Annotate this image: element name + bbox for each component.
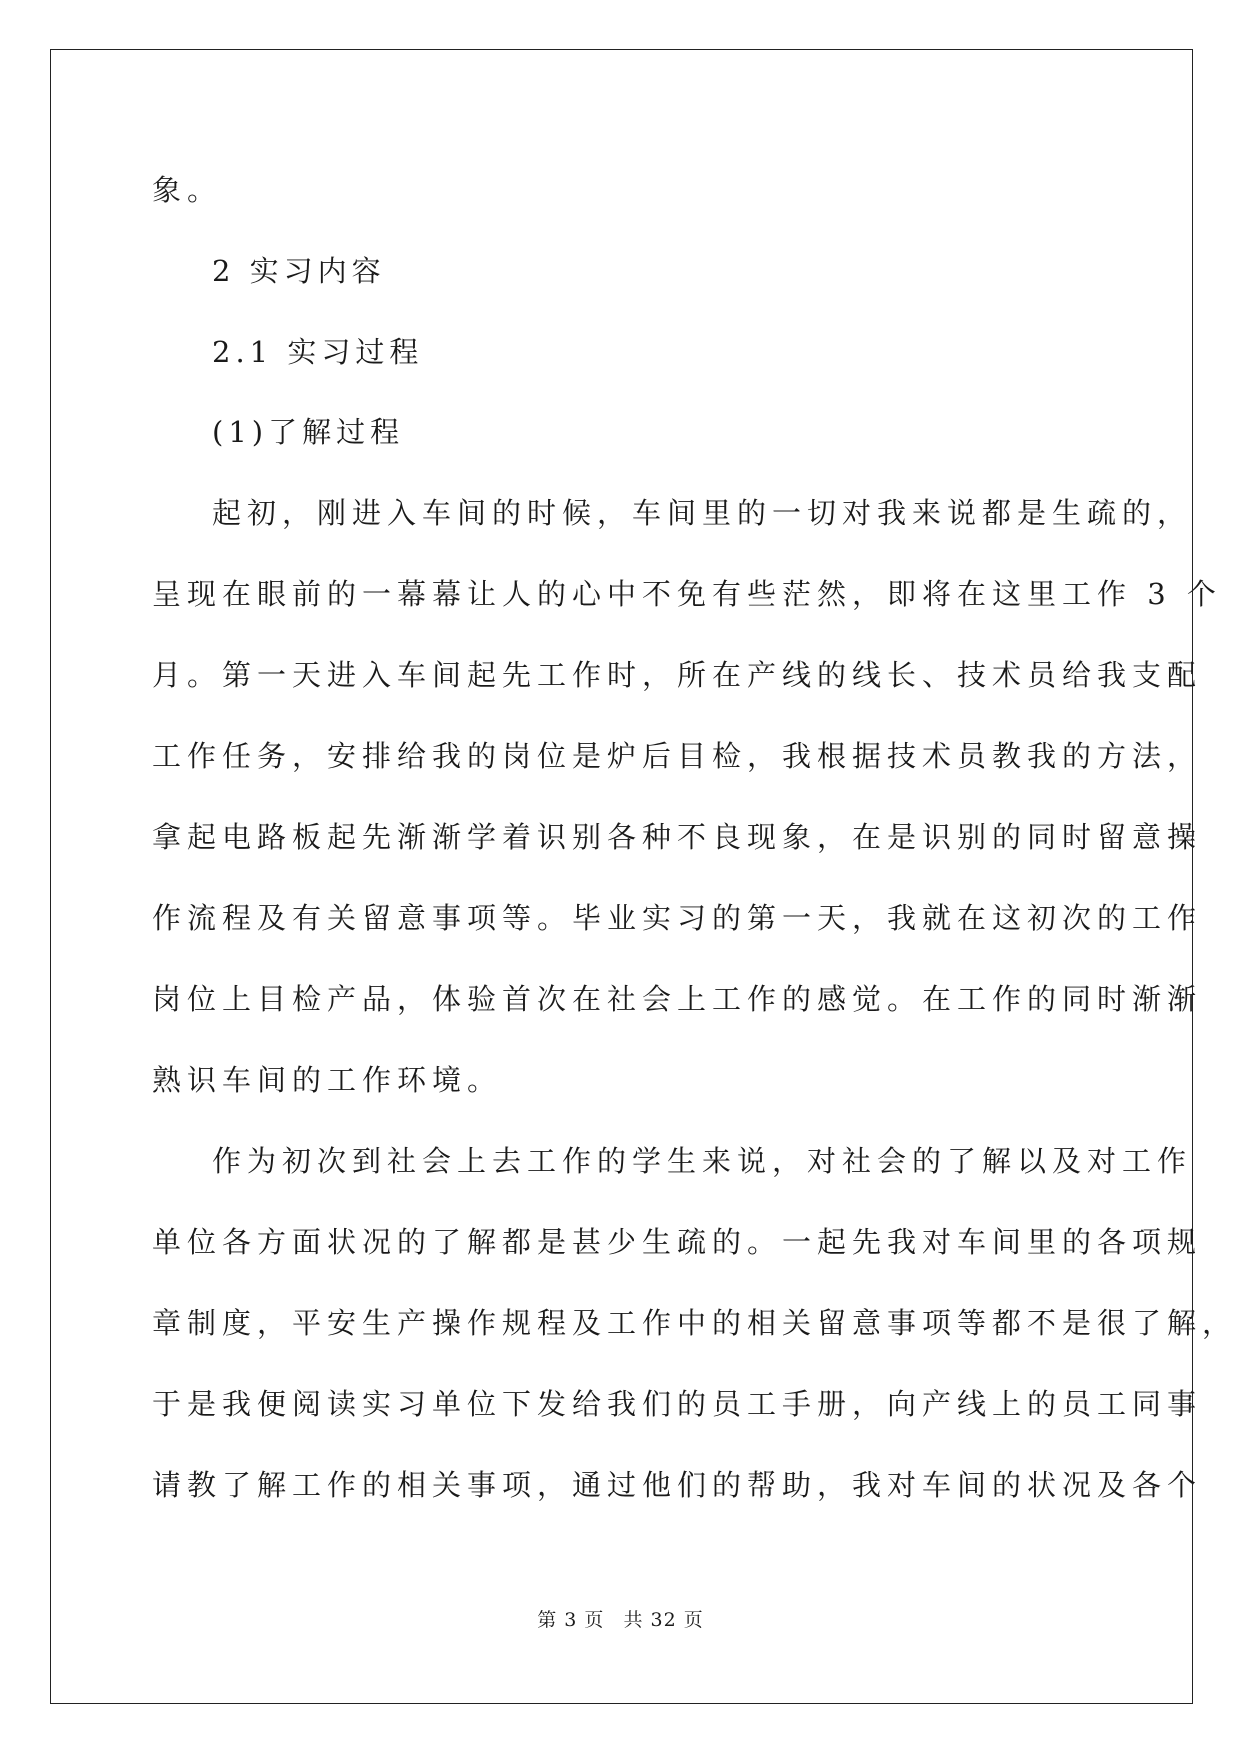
page-border: [50, 49, 1193, 1704]
paragraph-2-line-2: 单位各方面状况的了解都是甚少生疏的。一起先我对车间里的各项规: [152, 1225, 1203, 1259]
paragraph-1-line-5: 拿起电路板起先渐渐学着识别各种不良现象，在是识别的同时留意操: [152, 820, 1203, 854]
paragraph-1-line-8: 熟识车间的工作环境。: [152, 1063, 503, 1097]
page-number: 第 3 页: [537, 1609, 605, 1631]
subsubsection-heading: (1)了解过程: [212, 415, 405, 449]
paragraph-2-line-1: 作为初次到社会上去工作的学生来说，对社会的了解以及对工作: [212, 1144, 1193, 1178]
paragraph-2-line-5: 请教了解工作的相关事项，通过他们的帮助，我对车间的状况及各个: [152, 1468, 1203, 1502]
text-line-continuation: 象。: [152, 173, 223, 207]
total-pages: 共 32 页: [623, 1609, 704, 1631]
paragraph-1-line-1: 起初，刚进入车间的时候，车间里的一切对我来说都是生疏的，: [212, 496, 1193, 530]
paragraph-1-line-3: 月。第一天进入车间起先工作时，所在产线的线长、技术员给我支配: [152, 658, 1203, 692]
paragraph-2-line-3: 章制度，平安生产操作规程及工作中的相关留意事项等都不是很了解，: [152, 1306, 1238, 1340]
paragraph-1-line-6: 作流程及有关留意事项等。毕业实习的第一天，我就在这初次的工作: [152, 901, 1203, 935]
paragraph-1-line-7: 岗位上目检产品，体验首次在社会上工作的感觉。在工作的同时渐渐: [152, 982, 1203, 1016]
section-heading: 2 实习内容: [212, 254, 386, 288]
paragraph-2-line-4: 于是我便阅读实习单位下发给我们的员工手册，向产线上的员工同事: [152, 1387, 1203, 1421]
paragraph-1-line-4: 工作任务，安排给我的岗位是炉后目检，我根据技术员教我的方法，: [152, 739, 1203, 773]
paragraph-1-line-2: 呈现在眼前的一幕幕让人的心中不免有些茫然，即将在这里工作 3 个: [152, 577, 1222, 611]
subsection-heading: 2.1 实习过程: [212, 335, 424, 369]
page-footer: [0, 1608, 1241, 1632]
